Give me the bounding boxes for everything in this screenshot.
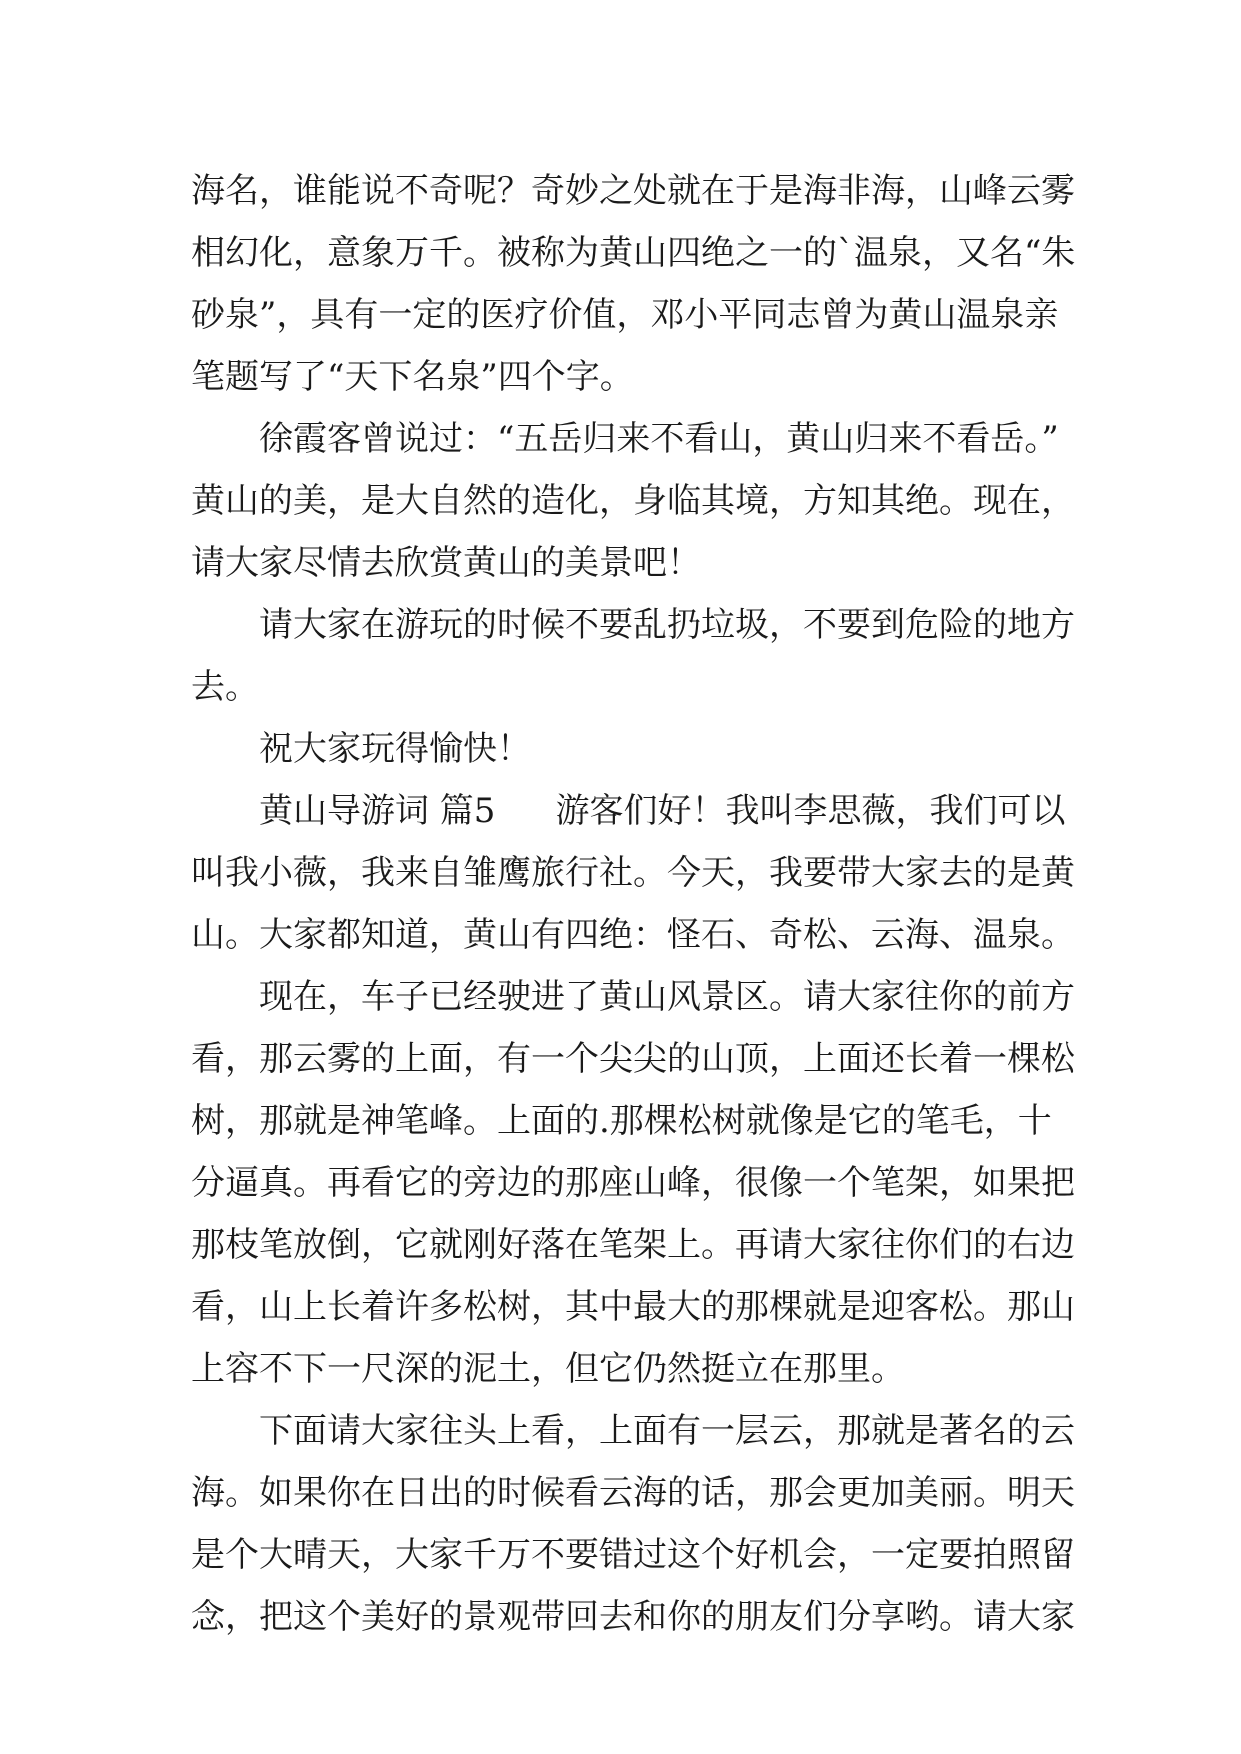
text-line: 海名，谁能说不奇呢？奇妙之处就在于是海非海，山峰云雾	[191, 171, 1075, 211]
text-line: 是个大晴天，大家千万不要错过这个好机会，一定要拍照留	[191, 1535, 1075, 1575]
text-line: 黄山的美，是大自然的造化，身临其境，方知其绝。现在，	[191, 481, 1075, 521]
text-line: 叫我小薇，我来自雏鹰旅行社。今天，我要带大家去的是黄	[191, 853, 1075, 893]
text-line: 海。如果你在日出的时候看云海的话，那会更加美丽。明天	[191, 1473, 1075, 1513]
paragraph-first-line: 祝大家玩得愉快！	[259, 729, 531, 769]
text-line: 相幻化，意象万千。被称为黄山四绝之一的`温泉，又名“朱	[191, 233, 1076, 273]
text-line: 砂泉”，具有一定的医疗价值，邓小平同志曾为黄山温泉亲	[191, 295, 1059, 335]
text-line: 那枝笔放倒，它就刚好落在笔架上。再请大家往你们的右边	[191, 1225, 1075, 1265]
text-line: 去。	[191, 667, 259, 707]
text-line: 树，那就是神笔峰。上面的.那棵松树就像是它的笔毛，十	[191, 1101, 1052, 1141]
section-heading-line	[191, 780, 1071, 842]
paragraph-first-line: 现在，车子已经驶进了黄山风景区。请大家往你的前方	[259, 977, 1075, 1017]
text-line: 上容不下一尺深的泥土，但它仍然挺立在那里。	[191, 1349, 905, 1389]
text-line: 山。大家都知道，黄山有四绝：怪石、奇松、云海、温泉。	[191, 915, 1075, 955]
text-line: 看，那云雾的上面，有一个尖尖的山顶，上面还长着一棵松	[191, 1039, 1075, 1079]
text-line: 笔题写了“天下名泉”四个字。	[191, 357, 634, 397]
paragraph-first-line: 徐霞客曾说过：“五岳归来不看山，黄山归来不看岳。”	[259, 419, 1059, 459]
text-line: 分逼真。再看它的旁边的那座山峰，很像一个笔架，如果把	[191, 1163, 1075, 1203]
text-line: 游客们好！我叫李思薇，我们可以	[555, 791, 1066, 831]
paragraph-first-line: 请大家在游玩的时候不要乱扔垃圾，不要到危险的地方	[259, 605, 1075, 645]
text-line: 看，山上长着许多松树，其中最大的那棵就是迎客松。那山	[191, 1287, 1075, 1327]
paragraph-first-line: 下面请大家往头上看，上面有一层云，那就是著名的云	[259, 1411, 1075, 1451]
text-line: 念，把这个美好的景观带回去和你的朋友们分享哟。请大家	[191, 1597, 1075, 1637]
text-line: 请大家尽情去欣赏黄山的美景吧！	[191, 543, 701, 583]
document-body	[191, 160, 1076, 1648]
section-heading: 黄山导游词 篇5	[259, 791, 496, 831]
